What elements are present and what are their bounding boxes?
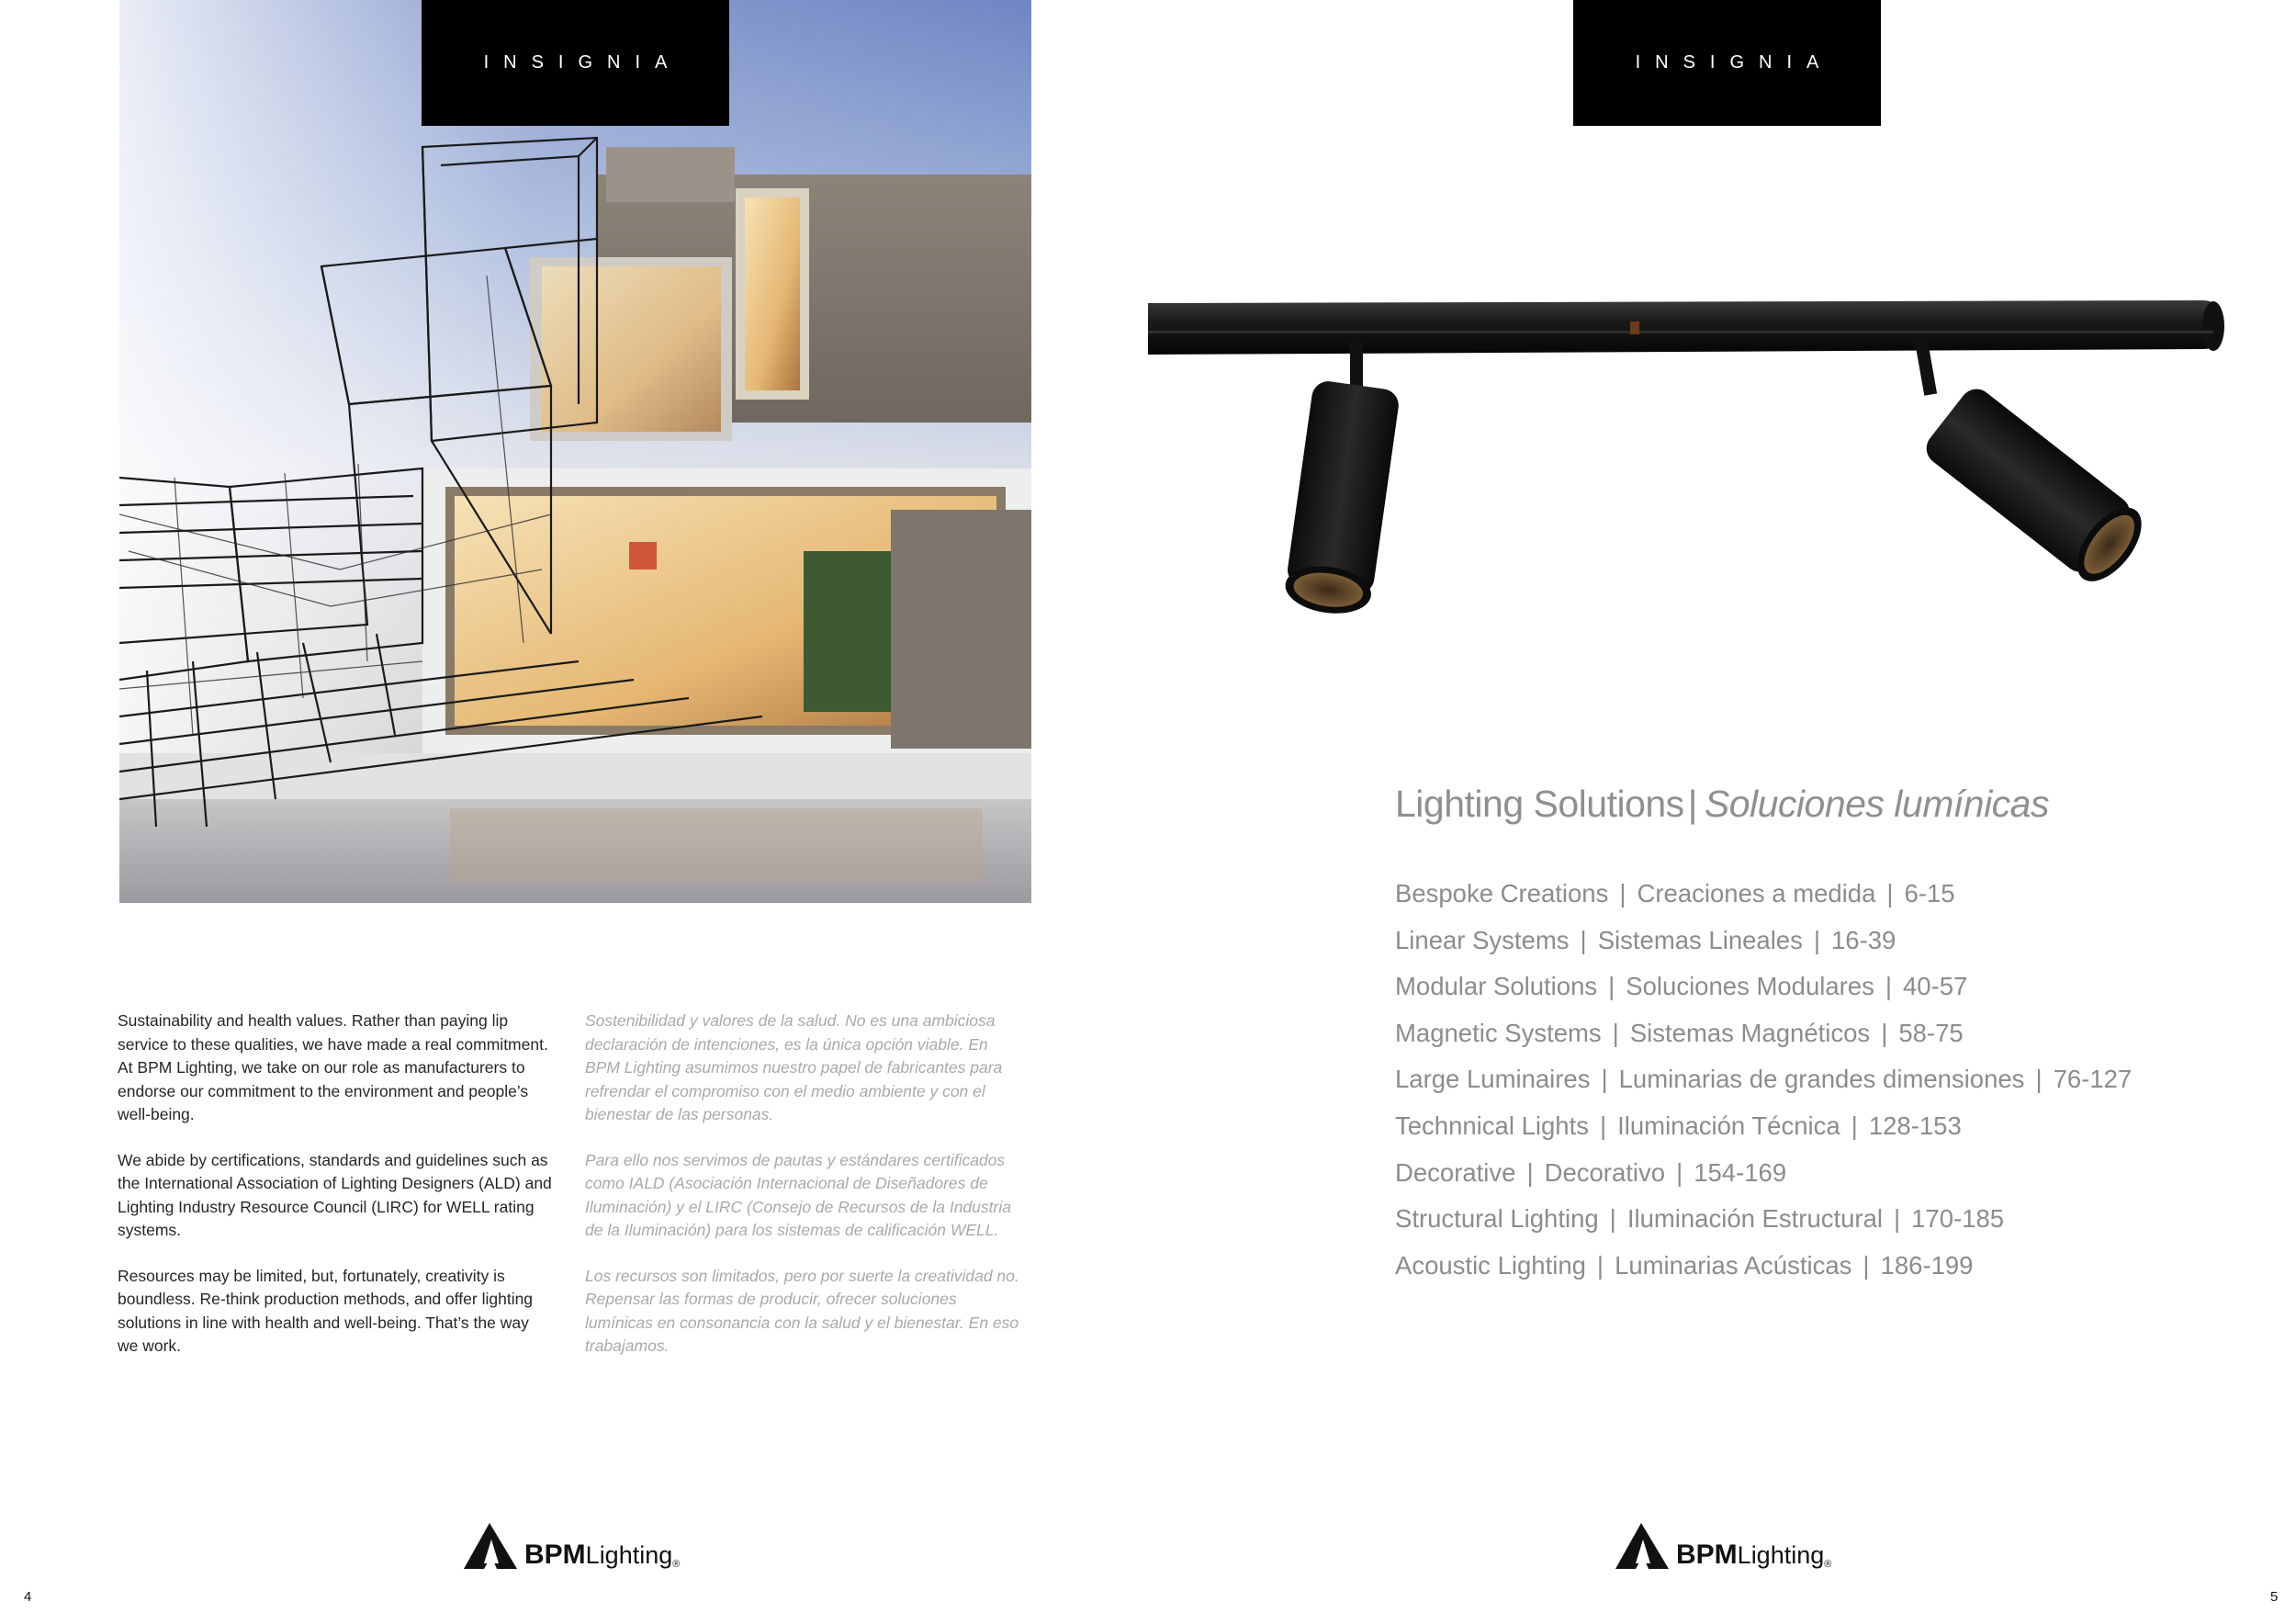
toc-item-english: Large Luminaires (1395, 1065, 1591, 1094)
brand-tab (1573, 0, 1881, 126)
toc-item-pages: 154-169 (1694, 1157, 1787, 1187)
toc-item-spanish: Creaciones a medida (1637, 879, 1876, 908)
toc-item-pages: 186-199 (1880, 1250, 1974, 1280)
toc-separator: | (1851, 1111, 1858, 1140)
toc-separator: | (1612, 1018, 1619, 1047)
english-paragraph: Sustainability and health values. Rather than paying lip service to these qualities, we have made a real commitment. At BPM Lighting, we take on our role as manufacturers to endorse our commitment to the environment and people’s well-being. (118, 1011, 548, 1123)
toc-separator: | (1885, 972, 1893, 1001)
spanish-paragraph: Para ello nos servimos de pautas y estándares certificados como IALD (Asociación Internacional de Diseñadores de Iluminación) y el LIRC (Consejo de Recursos de la Industria de la Iluminación) para los sistemas de calificación WELL. (585, 1150, 1011, 1239)
toc-item[interactable] (1395, 1056, 2132, 1103)
toc-item-spanish: Luminarias de grandes dimensiones (1618, 1065, 2025, 1094)
toc-item-pages: 76-127 (2053, 1065, 2133, 1094)
spanish-text-column (585, 1009, 1021, 1381)
bpm-triangle-logo-icon (464, 1521, 519, 1571)
toc-separator: | (1881, 1018, 1888, 1047)
heading-spanish: Soluciones lumínicas (1704, 783, 2049, 825)
toc-separator: | (2035, 1065, 2043, 1094)
toc-separator: | (1596, 1250, 1604, 1280)
logo-bpm-text: BPM (524, 1539, 586, 1570)
toc-item[interactable] (1395, 1243, 2132, 1290)
toc-separator: | (1676, 1157, 1683, 1187)
toc-item-spanish: Sistemas Magnéticos (1629, 1018, 1871, 1047)
heading-separator: | (1687, 783, 1697, 825)
toc-item[interactable] (1395, 1010, 2132, 1057)
toc-item[interactable] (1395, 1150, 2132, 1197)
logo-bpm-text: BPM (1676, 1539, 1738, 1570)
logo-lighting-text: Lighting (585, 1541, 673, 1569)
bpm-triangle-logo-icon (1615, 1521, 1671, 1571)
house-wireframe-illustration (119, 0, 1031, 903)
toc-separator: | (1619, 879, 1626, 908)
toc-item-pages: 16-39 (1831, 925, 1896, 954)
toc-item-spanish: Iluminación Estructural (1626, 1204, 1883, 1234)
toc-separator: | (1886, 879, 1894, 908)
english-paragraph: Resources may be limited, but, fortunately, creativity is boundless. Re-think production methods, and offer lighting solutions in line with health and well-being. That’s the way we work. (118, 1266, 534, 1355)
bpm-lighting-logo (1615, 1516, 1831, 1571)
toc-item-pages: 170-185 (1911, 1204, 2005, 1234)
toc-item-pages: 40-57 (1903, 972, 1968, 1001)
toc-separator: | (1609, 1204, 1616, 1234)
toc-separator: | (1580, 925, 1587, 954)
toc-separator: | (1526, 1157, 1534, 1187)
english-text-column (118, 1009, 554, 1381)
toc-item-english: Magnetic Systems (1395, 1018, 1602, 1047)
toc-item-pages: 58-75 (1898, 1018, 1964, 1047)
toc-item-spanish: Decorativo (1544, 1157, 1666, 1187)
toc-item-pages: 6-15 (1904, 879, 1955, 908)
track-spotlight-product-image (1148, 276, 2296, 643)
page-number: 4 (24, 1589, 32, 1605)
toc-item[interactable] (1395, 1103, 2132, 1150)
section-heading (1395, 783, 2049, 826)
toc-item-english: Acoustic Lighting (1395, 1250, 1586, 1280)
bpm-lighting-logo (464, 1516, 680, 1571)
page-number: 5 (2270, 1589, 2279, 1605)
brand-tab (422, 0, 729, 126)
toc-item-spanish: Iluminación Técnica (1617, 1111, 1840, 1140)
toc-item[interactable] (1395, 964, 2132, 1010)
spanish-paragraph: Sostenibilidad y valores de la salud. No es una ambiciosa declaración de intenciones, es la única opción viable. En BPM Lighting asumimos nuestro papel de fabricantes para refrendar el compromiso con el medio ambiente y con el bienestar de las personas. (585, 1011, 1003, 1123)
table-of-contents (1395, 871, 2132, 1289)
right-page (1148, 0, 2296, 1624)
toc-separator: | (1813, 925, 1821, 954)
toc-item[interactable] (1395, 871, 2132, 918)
spanish-paragraph: Los recursos son limitados, pero por suerte la creatividad no. Repensar las formas de producir, ofrecer soluciones lumínicas en consonancia con la salud y el bienestar. En eso trabajamos. (585, 1266, 1019, 1355)
toc-item-english: Decorative (1395, 1157, 1516, 1187)
brand-tab-label: INSIGNIA (483, 52, 682, 73)
toc-item-english: Linear Systems (1395, 925, 1570, 954)
toc-item-english: Modular Solutions (1395, 972, 1598, 1001)
toc-item-spanish: Luminarias Acústicas (1615, 1250, 1852, 1280)
toc-item-english: Technnical Lights (1395, 1111, 1589, 1140)
logo-registered-mark: ® (672, 1559, 681, 1570)
architecture-photo (119, 0, 1031, 903)
toc-item[interactable] (1395, 1196, 2132, 1243)
toc-separator: | (1893, 1204, 1901, 1234)
toc-separator: | (1863, 1250, 1870, 1280)
brand-tab-label: INSIGNIA (1635, 52, 1834, 73)
toc-separator: | (1601, 1065, 1608, 1094)
logo-lighting-text: Lighting (1737, 1541, 1825, 1569)
logo-registered-mark: ® (1824, 1559, 1832, 1570)
toc-item[interactable] (1395, 918, 2132, 964)
english-paragraph: We abide by certifications, standards and guidelines such as the International Association of Lighting Designers (ALD) and Lighting Industry Resource Council (LIRC) for WELL rating systems. (118, 1150, 552, 1239)
toc-item-english: Structural Lighting (1395, 1204, 1599, 1234)
toc-item-english: Bespoke Creations (1395, 879, 1609, 908)
toc-item-pages: 128-153 (1868, 1111, 1962, 1140)
toc-item-spanish: Soluciones Modulares (1626, 972, 1874, 1001)
toc-separator: | (1599, 1111, 1607, 1140)
toc-item-spanish: Sistemas Lineales (1597, 925, 1803, 954)
heading-english: Lighting Solutions (1395, 783, 1684, 825)
toc-separator: | (1608, 972, 1615, 1001)
